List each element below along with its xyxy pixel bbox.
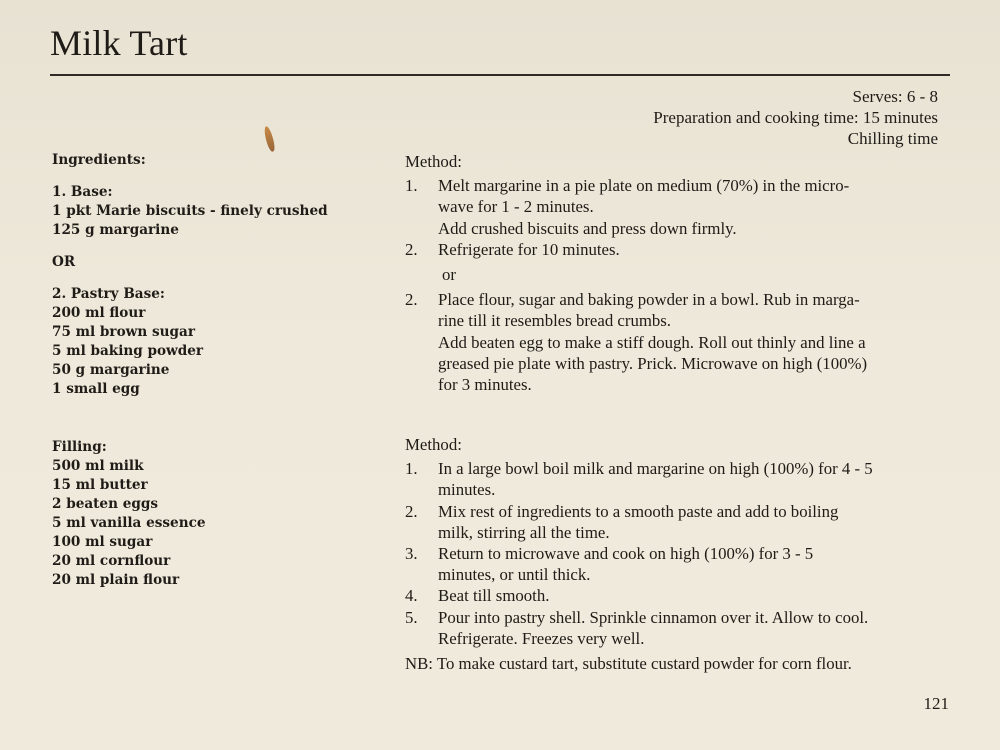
- method-step: [405, 501, 945, 543]
- step-text: rine till it resembles bread crumbs.: [438, 311, 672, 331]
- filling-ingredient: 20 ml plain flour: [52, 572, 180, 588]
- step-text: Add beaten egg to make a stiff dough. Roll out thinly and line a: [438, 332, 866, 352]
- method-step: [405, 458, 945, 500]
- pastry-ingredient: 5 ml baking powder: [52, 343, 204, 359]
- step-text: Beat till smooth.: [438, 586, 550, 606]
- ingredients-heading: Ingredients:: [52, 152, 146, 168]
- method-step: [405, 607, 945, 649]
- ingredients-column: [52, 151, 382, 590]
- filling-method: [405, 434, 945, 674]
- filling-ingredient: 500 ml milk: [52, 458, 144, 474]
- step-text: milk, stirring all the time.: [438, 522, 610, 542]
- step-number: 2.: [405, 290, 418, 310]
- pastry-base-heading: 2. Pastry Base:: [52, 286, 165, 302]
- serves-text: Serves: 6 - 8: [852, 87, 938, 106]
- method-step: [405, 543, 945, 585]
- recipe-meta: [653, 86, 938, 149]
- step-text: Return to microwave and cook on high (100%) for 3 - 5: [438, 544, 814, 564]
- spacer: [52, 399, 382, 438]
- step-number: 2.: [405, 239, 418, 259]
- filling-ingredient: 20 ml cornflour: [52, 553, 171, 569]
- base-section: [52, 183, 382, 240]
- or-label: OR: [52, 254, 76, 270]
- step-text: Refrigerate. Freezes very well.: [438, 628, 645, 648]
- step-text: minutes.: [438, 480, 496, 500]
- step-text: wave for 1 - 2 minutes.: [438, 197, 594, 217]
- pastry-ingredient: 1 small egg: [52, 381, 140, 397]
- method-step: [405, 585, 945, 606]
- step-number: 2.: [405, 501, 418, 521]
- pastry-ingredient: 50 g margarine: [52, 362, 170, 378]
- method-heading: Method:: [405, 435, 462, 454]
- step-text: Add crushed biscuits and press down firmly.: [438, 218, 737, 238]
- pastry-ingredient: 200 ml flour: [52, 305, 146, 321]
- filling-ingredient: 100 ml sugar: [52, 534, 153, 550]
- step-number: 3.: [405, 544, 418, 564]
- filling-heading: Filling:: [52, 439, 107, 455]
- step-number: 4.: [405, 586, 418, 606]
- base-heading: 1. Base:: [52, 184, 113, 200]
- step-text: Pour into pastry shell. Sprinkle cinnamon over it. Allow to cool.: [438, 607, 869, 627]
- spacer: [52, 170, 382, 183]
- or-text: or: [442, 265, 456, 285]
- filling-ingredient: 5 ml vanilla essence: [52, 515, 206, 531]
- base-method: [405, 151, 945, 395]
- recipe-title: Milk Tart: [50, 23, 188, 63]
- filling-ingredient: 15 ml butter: [52, 477, 148, 493]
- pastry-base-section: [52, 285, 382, 399]
- step-text: minutes, or until thick.: [438, 565, 591, 585]
- step-text: In a large bowl boil milk and margarine on high (100%) for 4 - 5: [438, 459, 873, 479]
- base-ingredient: 125 g margarine: [52, 222, 179, 238]
- method-heading: Method:: [405, 152, 462, 171]
- step-text: for 3 minutes.: [438, 375, 532, 395]
- pastry-ingredient: 75 ml brown sugar: [52, 324, 195, 340]
- spacer: [52, 240, 382, 253]
- chilling-time-text: Chilling time: [847, 129, 938, 148]
- spacer: [52, 272, 382, 285]
- step-text: Refrigerate for 10 minutes.: [438, 239, 620, 259]
- prep-time-text: Preparation and cooking time: 15 minutes: [653, 108, 938, 127]
- method-step: [405, 175, 945, 239]
- title-rule: [50, 74, 950, 76]
- page-number: 121: [923, 694, 949, 713]
- method-step: [405, 239, 945, 260]
- step-text: Place flour, sugar and baking powder in a bowl. Rub in marga-: [438, 290, 860, 310]
- filling-ingredient: 2 beaten eggs: [52, 496, 159, 512]
- step-number: 1.: [405, 176, 418, 196]
- page-stain: [263, 126, 276, 153]
- step-text: Melt margarine in a pie plate on medium (70%) in the micro-: [438, 176, 850, 196]
- step-text: Mix rest of ingredients to a smooth paste and add to boiling: [438, 501, 839, 521]
- method-step: [405, 289, 945, 395]
- step-text: greased pie plate with pastry. Prick. Microwave on high (100%): [438, 353, 868, 373]
- step-number: 5.: [405, 607, 418, 627]
- custard-note: NB: To make custard tart, substitute custard powder for corn flour.: [405, 654, 852, 674]
- base-ingredient: 1 pkt Marie biscuits - finely crushed: [52, 203, 328, 219]
- step-number: 1.: [405, 459, 418, 479]
- filling-section: [52, 438, 382, 590]
